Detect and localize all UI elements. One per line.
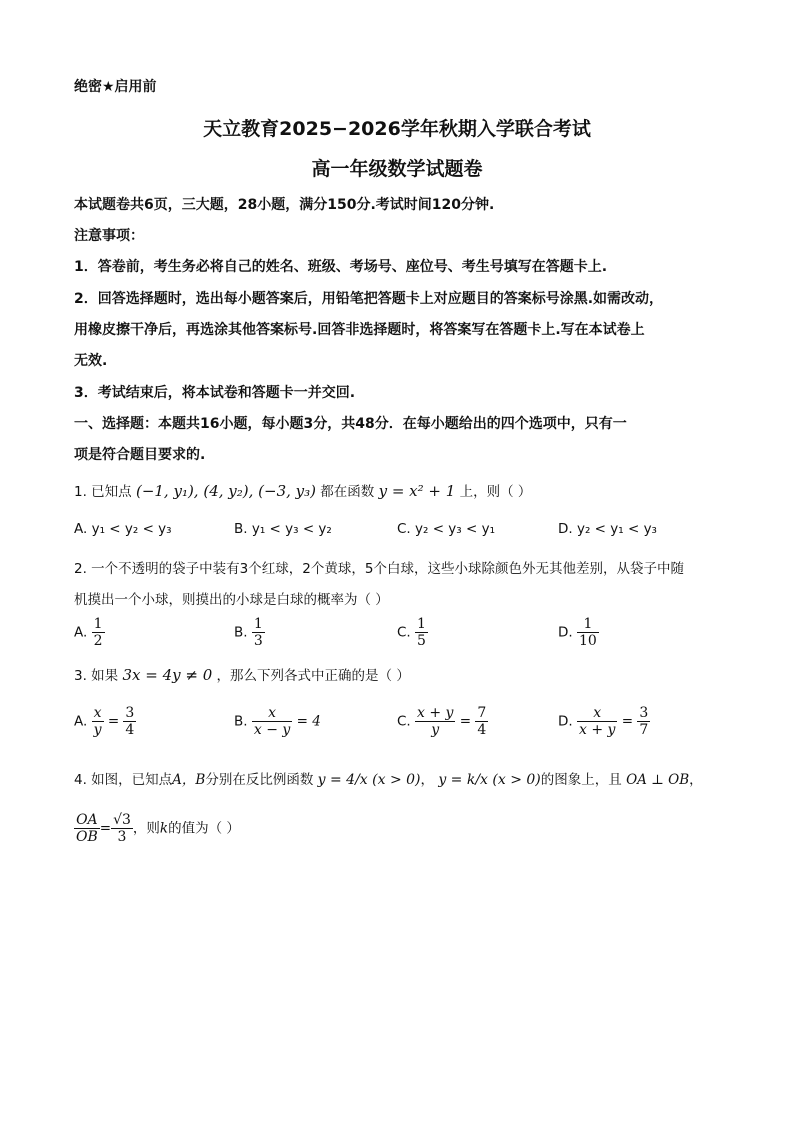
question-4: 4. 如图，已知点A，B分别在反比例函数 y = 4/x (x > 0)， y = k/x (x > 0)的图象上，且 OA ⊥ OB， xyxy=(74,772,703,788)
q3-b-den: x − y xyxy=(253,722,291,739)
question-4-line2: $\frac{OA}{OB}$ = $\frac{√3}{3}$ ，则k的值为（ ） xyxy=(76,812,240,846)
q2-d-fraction xyxy=(577,616,599,649)
q2-option-c xyxy=(397,616,428,649)
q2-c-fraction xyxy=(415,616,428,649)
q4-k: k xyxy=(159,820,169,837)
q3-a-rhs xyxy=(123,705,136,738)
q2-c-den: 5 xyxy=(417,633,426,650)
q2-c-num: 1 xyxy=(417,616,426,632)
q2-a-label: A. xyxy=(74,624,88,641)
q3-c-label: C. xyxy=(397,713,411,730)
q3-a-lhs xyxy=(92,705,104,738)
q3-c-rnum: 7 xyxy=(477,705,487,721)
q3-d-num: x xyxy=(577,705,617,722)
q4-ratio-value xyxy=(111,812,133,845)
q2-option-b xyxy=(234,616,265,649)
q1-points: (−1, y₁), (4, y₂), (−3, y₃) xyxy=(135,482,316,500)
exam-title: 天立教育2025−2026学年秋期入学联合考试 xyxy=(203,118,591,140)
q2-d-den: 10 xyxy=(578,633,597,650)
q3-a-num: x xyxy=(92,705,104,722)
q1-option-a: A. y₁ < y₂ < y₃ xyxy=(74,521,172,537)
q3-a-eq: = xyxy=(107,713,124,730)
q4-mid1: 分别在反比例函数 xyxy=(205,772,314,788)
notes-heading: 注意事项： xyxy=(74,228,144,244)
q4-ratio xyxy=(74,812,100,845)
q3-a-den: y xyxy=(93,722,102,739)
note-1: 1．答卷前，考生务必将自己的姓名、班级、考场号、座位号、考生号填写在答题卡上. xyxy=(74,259,608,275)
q4-function-1: y = 4/x (x > 0) xyxy=(317,772,421,788)
question-2-line2: 机摸出一个小球，则摸出的小球是白球的概率为（ ） xyxy=(74,592,389,608)
q3-d-eq: = xyxy=(621,713,638,730)
q4-ratio-num: OA xyxy=(74,812,100,829)
q3-option-a xyxy=(74,705,136,738)
section1-heading-cont: 项是符合题目要求的. xyxy=(74,447,206,463)
q4-mid2: 的图象上，且 xyxy=(540,772,622,788)
q1-option-c: C. y₂ < y₃ < y₁ xyxy=(397,521,496,537)
q2-option-d xyxy=(558,616,599,649)
exam-subtitle: 高一年级数学试题卷 xyxy=(311,158,483,180)
q1-post: 上，则（ ） xyxy=(459,484,532,500)
q3-option-c xyxy=(397,705,488,738)
question-1 xyxy=(74,480,531,500)
q1-option-b: B. y₁ < y₃ < y₂ xyxy=(234,521,332,537)
q3-c-rden: 4 xyxy=(477,722,487,739)
confidential-label: 绝密★启用前 xyxy=(74,79,157,95)
q3-a-label: A. xyxy=(74,713,88,730)
q4-tail: ，则 xyxy=(132,820,160,837)
note-2-line3: 无效. xyxy=(74,353,108,369)
q2-b-num: 1 xyxy=(253,616,263,632)
q2-a-den: 2 xyxy=(93,633,103,650)
question-2-line1: 2. 一个不透明的袋子中装有3个红球，2个黄球，5个白球，这些小球除颜色外无其他差别，从袋子中随 xyxy=(74,561,684,577)
q3-post: ，那么下列各式中正确的是（ ） xyxy=(216,668,410,684)
q1-mid: 都在函数 xyxy=(320,484,375,500)
q3-b-num: x xyxy=(252,705,292,722)
q3-d-rhs xyxy=(637,705,650,738)
q4-ratio-value-den: 3 xyxy=(117,829,127,846)
q3-b-eq: = 4 xyxy=(296,713,321,730)
q4-perpendicular: OA ⊥ OB xyxy=(626,772,690,788)
q2-d-num: 1 xyxy=(577,616,599,633)
q2-b-den: 3 xyxy=(253,633,263,650)
q3-c-eq: = xyxy=(459,713,476,730)
q1-option-d: D. y₂ < y₁ < y₃ xyxy=(558,521,657,537)
q4-ratio-den: OB xyxy=(76,829,98,846)
q1-function: y = x² + 1 xyxy=(378,482,456,500)
q3-a-rnum: 3 xyxy=(125,705,135,721)
q4-points: A，B xyxy=(172,772,206,788)
q3-c-num: x + y xyxy=(417,705,454,721)
q3-pre: 3. 如果 xyxy=(74,668,119,684)
q3-d-den: x + y xyxy=(578,722,616,739)
q3-c-rhs xyxy=(475,705,488,738)
intro-text: 本试题卷共6页，三大题，28小题，满分150分.考试时间120分钟. xyxy=(74,197,495,213)
q2-option-a xyxy=(74,616,105,649)
q2-d-label: D. xyxy=(558,624,573,641)
q3-d-rnum: 3 xyxy=(639,705,649,721)
q3-c-den: y xyxy=(431,722,440,739)
q4-end: 的值为（ ） xyxy=(168,820,240,837)
q4-ratio-value-num: √3 xyxy=(113,812,131,828)
q2-a-fraction xyxy=(92,616,105,649)
question-3 xyxy=(74,664,410,684)
q3-d-rden: 7 xyxy=(639,722,649,739)
note-2-line2: 用橡皮擦干净后，再选涂其他答案标号.回答非选择题时，将答案写在答题卡上.写在本试卷上 xyxy=(74,322,645,338)
q3-option-d xyxy=(558,705,650,738)
q3-condition: 3x = 4y ≠ 0 xyxy=(122,666,213,684)
q3-c-lhs xyxy=(415,705,455,738)
section1-heading: 一、选择题：本题共16小题，每小题3分，共48分．在每小题给出的四个选项中，只有一 xyxy=(74,416,627,432)
q3-d-lhs xyxy=(577,705,617,738)
note-3: 3．考试结束后，将本试卷和答题卡一并交回. xyxy=(74,385,356,401)
q3-d-label: D. xyxy=(558,713,573,730)
q2-b-fraction xyxy=(252,616,265,649)
q3-b-label: B. xyxy=(234,713,248,730)
q3-option-b xyxy=(234,705,321,738)
q2-c-label: C. xyxy=(397,624,411,641)
note-2-line1: 2．回答选择题时，选出每小题答案后，用铅笔把答题卡上对应题目的答案标号涂黑.如需改动， xyxy=(74,291,664,307)
q4-function-2: y = k/x (x > 0) xyxy=(438,772,541,788)
q1-pre: 1. 已知点 xyxy=(74,484,132,500)
q3-b-lhs xyxy=(252,705,292,738)
q3-a-rden: 4 xyxy=(125,722,135,739)
q4-pre: 4. 如图，已知点 xyxy=(74,772,173,788)
q2-a-num: 1 xyxy=(93,616,103,632)
q2-b-label: B. xyxy=(234,624,248,641)
